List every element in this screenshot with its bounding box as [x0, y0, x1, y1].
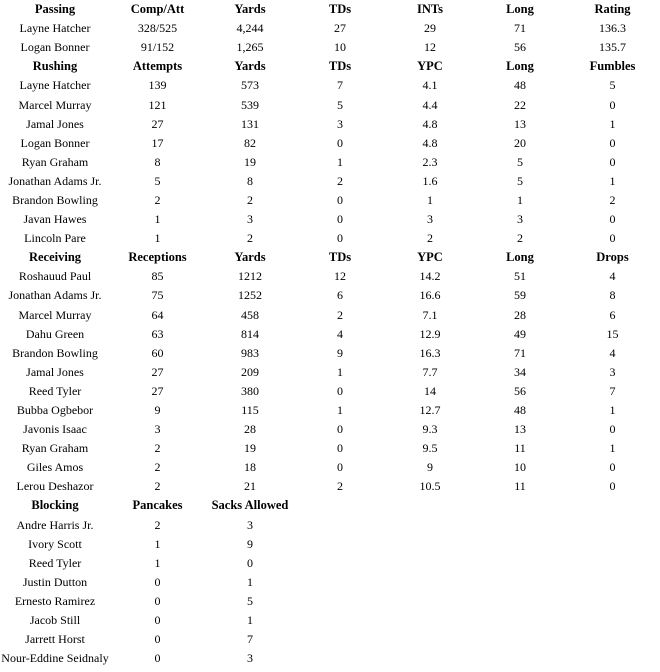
receiving-row — [0, 306, 660, 325]
receiving-stat-cell: 4 — [609, 269, 616, 284]
blocking-stat-cell — [565, 554, 660, 573]
rushing-stat-cell: 3 — [337, 116, 343, 131]
blocking-player-name: Jacob Still — [29, 613, 81, 628]
passing-header-row — [0, 0, 660, 19]
blocking-stat-cell — [475, 516, 565, 535]
blocking-row — [0, 649, 660, 668]
receiving-stat-cell: 7.7 — [422, 364, 438, 379]
blocking-stat-cell — [565, 592, 660, 611]
receiving-stat-cell: 9.5 — [422, 441, 438, 456]
receiving-header-cell: TDs — [328, 250, 352, 265]
rushing-stat-cell: 48 — [514, 78, 526, 93]
receiving-stat-cell: 3 — [154, 422, 161, 437]
receiving-player-name: Dahu Green — [25, 326, 85, 341]
receiving-player-name: Javonis Isaac — [23, 422, 87, 437]
receiving-stat-cell: 28 — [514, 307, 526, 322]
rushing-stat-cell: 8 — [154, 154, 161, 169]
rushing-stat-cell: 3 — [247, 212, 253, 227]
rushing-stat-cell: 0 — [609, 231, 616, 246]
receiving-stat-cell: 3 — [609, 364, 616, 379]
rushing-header-cell: Yards — [234, 59, 266, 74]
passing-stat-cell: 56 — [514, 40, 526, 55]
passing-header-cell: Passing — [34, 2, 76, 17]
blocking-header-cell — [385, 496, 475, 515]
rushing-stat-cell: 1 — [154, 212, 161, 227]
passing-header-cell: Comp/Att — [130, 2, 185, 17]
blocking-stat-cell: 3 — [247, 517, 253, 532]
receiving-stat-cell: 814 — [241, 326, 259, 341]
rushing-player-name: Jamal Jones — [26, 116, 84, 131]
rushing-stat-cell: 3 — [427, 212, 433, 227]
receiving-stat-cell: 7.1 — [422, 307, 438, 322]
blocking-stat-cell — [295, 630, 385, 649]
receiving-stat-cell: 48 — [514, 403, 526, 418]
receiving-stat-cell: 6 — [337, 288, 343, 303]
rushing-stat-cell: 2 — [247, 231, 253, 246]
rushing-stat-cell: 4.4 — [422, 97, 438, 112]
receiving-player-name: Giles Amos — [26, 460, 84, 475]
blocking-row — [0, 516, 660, 535]
blocking-header-cell — [475, 496, 565, 515]
passing-stat-cell: 10 — [334, 40, 346, 55]
passing-stat-cell: 29 — [424, 21, 436, 36]
rushing-row — [0, 153, 660, 172]
blocking-row — [0, 630, 660, 649]
passing-header-cell: Long — [506, 2, 534, 17]
rushing-stat-cell: 121 — [148, 97, 167, 112]
receiving-stat-cell: 0 — [337, 460, 343, 475]
blocking-stat-cell — [475, 592, 565, 611]
receiving-stat-cell: 380 — [241, 383, 259, 398]
receiving-stat-cell: 1 — [337, 403, 343, 418]
rushing-stat-cell: 2 — [609, 192, 616, 207]
passing-stat-cell: 12 — [424, 40, 436, 55]
receiving-row — [0, 420, 660, 439]
blocking-stat-cell: 5 — [247, 593, 253, 608]
rushing-row — [0, 191, 660, 210]
receiving-stat-cell: 14 — [424, 383, 436, 398]
blocking-player-name: Justin Dutton — [22, 574, 88, 589]
rushing-stat-cell: 0 — [609, 97, 616, 112]
rushing-player-name: Marcel Murray — [18, 97, 92, 112]
receiving-row — [0, 382, 660, 401]
receiving-player-name: Brandon Bowling — [12, 345, 98, 360]
rushing-stat-cell: 0 — [609, 154, 616, 169]
blocking-player-name: Jarrett Horst — [25, 632, 85, 647]
blocking-player-name: Ernesto Ramirez — [14, 593, 96, 608]
rushing-stat-cell: 0 — [609, 135, 616, 150]
receiving-stat-cell: 12 — [334, 269, 346, 284]
receiving-header-cell: Drops — [596, 250, 629, 265]
passing-stat-cell: 91/152 — [140, 40, 175, 55]
rushing-row — [0, 172, 660, 191]
blocking-stat-cell — [565, 516, 660, 535]
blocking-stat-cell: 1 — [154, 555, 161, 570]
receiving-header-cell: Receptions — [128, 250, 187, 265]
rushing-stat-cell: 82 — [244, 135, 256, 150]
passing-stat-cell: 135.7 — [599, 40, 626, 55]
blocking-stat-cell: 0 — [154, 613, 161, 628]
receiving-row — [0, 325, 660, 344]
receiving-row — [0, 267, 660, 286]
rushing-player-name: Layne Hatcher — [19, 78, 91, 93]
blocking-stat-cell — [385, 516, 475, 535]
receiving-player-name: Reed Tyler — [28, 383, 82, 398]
rushing-header-cell: TDs — [328, 59, 352, 74]
rushing-stat-cell: 1 — [609, 116, 616, 131]
blocking-header-row — [0, 496, 660, 515]
blocking-header-cell: Pancakes — [132, 498, 183, 513]
rushing-row — [0, 76, 660, 95]
blocking-stat-cell — [385, 554, 475, 573]
rushing-stat-cell: 2 — [517, 231, 523, 246]
receiving-stat-cell: 18 — [244, 460, 256, 475]
blocking-stat-cell — [295, 516, 385, 535]
receiving-player-name: Marcel Murray — [18, 307, 92, 322]
receiving-stat-cell: 7 — [609, 383, 616, 398]
receiving-stat-cell: 34 — [514, 364, 526, 379]
rushing-stat-cell: 1 — [517, 192, 523, 207]
rushing-header-cell: Rushing — [32, 59, 78, 74]
blocking-stat-cell: 9 — [247, 536, 253, 551]
blocking-stat-cell — [385, 630, 475, 649]
rushing-stat-cell: 2 — [247, 192, 253, 207]
receiving-header-row — [0, 248, 660, 267]
passing-stat-cell: 328/525 — [137, 21, 178, 36]
blocking-player-name: Andre Harris Jr. — [16, 517, 94, 532]
receiving-header-cell: Receiving — [28, 250, 82, 265]
rushing-stat-cell: 2 — [337, 173, 343, 188]
rushing-stat-cell: 573 — [241, 78, 259, 93]
receiving-row — [0, 401, 660, 420]
passing-stat-cell: 27 — [334, 21, 346, 36]
blocking-header-cell — [565, 496, 660, 515]
rushing-stat-cell: 2 — [427, 231, 433, 246]
receiving-player-name: Jamal Jones — [26, 364, 84, 379]
receiving-stat-cell: 2 — [337, 307, 343, 322]
receiving-row — [0, 439, 660, 458]
blocking-row — [0, 592, 660, 611]
blocking-stat-cell — [295, 573, 385, 592]
receiving-stat-cell: 0 — [609, 479, 616, 494]
rushing-stat-cell: 5 — [517, 173, 523, 188]
rushing-header-cell: Long — [506, 59, 534, 74]
rushing-stat-cell: 4.8 — [422, 135, 438, 150]
receiving-stat-cell: 12.7 — [419, 403, 441, 418]
rushing-stat-cell: 539 — [241, 97, 259, 112]
blocking-stat-cell: 1 — [247, 613, 253, 628]
receiving-stat-cell: 0 — [337, 422, 343, 437]
receiving-header-cell: YPC — [417, 250, 443, 265]
blocking-row — [0, 554, 660, 573]
receiving-stat-cell: 9.3 — [422, 422, 438, 437]
rushing-stat-cell: 1 — [609, 173, 616, 188]
receiving-row — [0, 286, 660, 305]
rushing-stat-cell: 3 — [517, 212, 523, 227]
receiving-stat-cell: 75 — [151, 288, 164, 303]
receiving-stat-cell: 1212 — [238, 269, 262, 284]
blocking-stat-cell — [475, 535, 565, 554]
receiving-stat-cell: 0 — [609, 460, 616, 475]
receiving-stat-cell: 27 — [151, 383, 164, 398]
blocking-stat-cell: 0 — [154, 651, 161, 666]
rushing-stat-cell: 1.6 — [422, 173, 438, 188]
rushing-header-cell: Attempts — [132, 59, 183, 74]
rushing-stat-cell: 131 — [241, 116, 259, 131]
receiving-stat-cell: 11 — [514, 479, 526, 494]
rushing-stat-cell: 0 — [337, 231, 343, 246]
rushing-header-cell: YPC — [417, 59, 443, 74]
receiving-stat-cell: 13 — [514, 422, 526, 437]
blocking-stat-cell — [565, 573, 660, 592]
blocking-stat-cell — [295, 554, 385, 573]
receiving-player-name: Bubba Ogbebor — [16, 403, 94, 418]
receiving-stat-cell: 85 — [151, 269, 164, 284]
rushing-stat-cell: 0 — [337, 192, 343, 207]
receiving-player-name: Jonathan Adams Jr. — [8, 288, 102, 303]
receiving-stat-cell: 12.9 — [419, 326, 441, 341]
receiving-stat-cell: 0 — [337, 383, 343, 398]
rushing-stat-cell: 1 — [154, 231, 161, 246]
blocking-stat-cell — [475, 611, 565, 630]
rushing-stat-cell: 2.3 — [422, 154, 438, 169]
blocking-stat-cell — [295, 535, 385, 554]
rushing-stat-cell: 13 — [514, 116, 526, 131]
receiving-stat-cell: 0 — [337, 441, 343, 456]
blocking-stat-cell — [475, 630, 565, 649]
blocking-stat-cell: 0 — [154, 574, 161, 589]
blocking-row — [0, 573, 660, 592]
blocking-stat-cell — [565, 630, 660, 649]
receiving-row — [0, 458, 660, 477]
passing-stat-cell: 136.3 — [599, 21, 626, 36]
rushing-row — [0, 115, 660, 134]
receiving-stat-cell: 16.3 — [419, 345, 441, 360]
rushing-player-name: Jonathan Adams Jr. — [8, 173, 102, 188]
receiving-stat-cell: 1252 — [238, 288, 262, 303]
passing-header-cell: INTs — [417, 2, 443, 17]
receiving-player-name: Ryan Graham — [21, 441, 89, 456]
rushing-stat-cell: 5 — [154, 173, 161, 188]
blocking-stat-cell — [565, 611, 660, 630]
rushing-stat-cell: 4.8 — [422, 116, 438, 131]
blocking-row — [0, 611, 660, 630]
blocking-stat-cell: 0 — [247, 555, 253, 570]
rushing-stat-cell: 5 — [609, 78, 616, 93]
receiving-stat-cell: 9 — [337, 345, 343, 360]
receiving-stat-cell: 51 — [514, 269, 526, 284]
rushing-header-row — [0, 57, 660, 76]
blocking-stat-cell: 3 — [247, 651, 253, 666]
rushing-stat-cell: 0 — [337, 212, 343, 227]
rushing-stat-cell: 0 — [337, 135, 343, 150]
blocking-stat-cell: 0 — [154, 632, 161, 647]
receiving-stat-cell: 16.6 — [419, 288, 441, 303]
rushing-player-name: Ryan Graham — [21, 154, 89, 169]
receiving-stat-cell: 64 — [151, 307, 164, 322]
receiving-stat-cell: 983 — [241, 345, 259, 360]
blocking-stat-cell: 2 — [154, 517, 161, 532]
passing-header-cell: Rating — [594, 2, 631, 17]
receiving-stat-cell: 2 — [154, 441, 161, 456]
receiving-stat-cell: 10.5 — [419, 479, 441, 494]
rushing-player-name: Brandon Bowling — [12, 192, 98, 207]
receiving-stat-cell: 11 — [514, 441, 526, 456]
receiving-row — [0, 344, 660, 363]
receiving-stat-cell: 8 — [609, 288, 616, 303]
rushing-player-name: Lincoln Pare — [24, 231, 86, 246]
blocking-stat-cell — [295, 592, 385, 611]
passing-stat-cell: 1,265 — [236, 40, 264, 55]
receiving-stat-cell: 1 — [609, 441, 616, 456]
receiving-stat-cell: 21 — [244, 479, 256, 494]
rushing-stat-cell: 5 — [337, 97, 343, 112]
passing-player-name: Layne Hatcher — [19, 21, 91, 36]
blocking-header-cell: Blocking — [31, 498, 79, 513]
receiving-stat-cell: 115 — [241, 403, 259, 418]
receiving-header-cell: Long — [506, 250, 534, 265]
receiving-stat-cell: 27 — [151, 364, 164, 379]
receiving-stat-cell: 63 — [151, 326, 164, 341]
receiving-stat-cell: 6 — [609, 307, 616, 322]
passing-header-cell: Yards — [234, 2, 266, 17]
rushing-stat-cell: 4.1 — [422, 78, 438, 93]
blocking-stat-cell: 1 — [247, 574, 253, 589]
passing-header-cell: TDs — [328, 2, 352, 17]
blocking-stat-cell — [565, 649, 660, 668]
receiving-header-cell: Yards — [234, 250, 266, 265]
blocking-player-name: Ivory Scott — [28, 536, 82, 551]
blocking-row — [0, 535, 660, 554]
rushing-stat-cell: 139 — [148, 78, 167, 93]
blocking-stat-cell: 7 — [247, 632, 253, 647]
blocking-stat-cell — [475, 573, 565, 592]
receiving-stat-cell: 458 — [241, 307, 259, 322]
receiving-stat-cell: 1 — [337, 364, 343, 379]
receiving-stat-cell: 19 — [244, 441, 256, 456]
passing-row — [0, 38, 660, 57]
receiving-player-name: Roshauud Paul — [18, 269, 92, 284]
receiving-stat-cell: 28 — [244, 422, 256, 437]
blocking-player-name: Reed Tyler — [28, 555, 82, 570]
receiving-stat-cell: 15 — [606, 326, 619, 341]
passing-player-name: Logan Bonner — [20, 40, 90, 55]
receiving-stat-cell: 71 — [514, 345, 526, 360]
rushing-stat-cell: 19 — [244, 154, 256, 169]
rushing-row — [0, 134, 660, 153]
rushing-stat-cell: 17 — [151, 135, 164, 150]
blocking-stat-cell — [385, 573, 475, 592]
passing-stat-cell: 71 — [514, 21, 526, 36]
blocking-stat-cell — [475, 554, 565, 573]
blocking-stat-cell — [475, 649, 565, 668]
rushing-stat-cell: 22 — [514, 97, 526, 112]
rushing-stat-cell: 2 — [154, 192, 161, 207]
blocking-stat-cell — [385, 592, 475, 611]
rushing-row — [0, 210, 660, 229]
receiving-row — [0, 477, 660, 496]
blocking-stat-cell — [295, 649, 385, 668]
rushing-stat-cell: 27 — [151, 116, 164, 131]
receiving-stat-cell: 56 — [514, 383, 526, 398]
rushing-stat-cell: 5 — [517, 154, 523, 169]
receiving-stat-cell: 10 — [514, 460, 526, 475]
blocking-player-name: Nour-Eddine Seidnaly — [1, 651, 109, 666]
blocking-stat-cell — [565, 535, 660, 554]
blocking-stat-cell: 0 — [154, 593, 161, 608]
rushing-row — [0, 229, 660, 248]
rushing-row — [0, 95, 660, 114]
blocking-stat-cell — [295, 611, 385, 630]
rushing-stat-cell: 20 — [514, 135, 526, 150]
rushing-header-cell: Fumbles — [589, 59, 636, 74]
rushing-player-name: Logan Bonner — [20, 135, 90, 150]
receiving-stat-cell: 14.2 — [419, 269, 441, 284]
rushing-player-name: Javan Hawes — [23, 212, 87, 227]
blocking-stat-cell: 1 — [154, 536, 161, 551]
blocking-stat-cell — [385, 611, 475, 630]
receiving-stat-cell: 49 — [514, 326, 526, 341]
rushing-stat-cell: 1 — [337, 154, 343, 169]
receiving-player-name: Lerou Deshazor — [16, 479, 94, 494]
rushing-stat-cell: 8 — [247, 173, 253, 188]
receiving-stat-cell: 2 — [154, 460, 161, 475]
blocking-stat-cell — [385, 535, 475, 554]
rushing-stat-cell: 7 — [337, 78, 343, 93]
blocking-header-cell: Sacks Allowed — [211, 498, 289, 513]
passing-stat-cell: 4,244 — [236, 21, 264, 36]
receiving-stat-cell: 2 — [154, 479, 161, 494]
receiving-stat-cell: 9 — [427, 460, 433, 475]
receiving-stat-cell: 0 — [609, 422, 616, 437]
blocking-header-cell — [295, 496, 385, 515]
receiving-row — [0, 363, 660, 382]
receiving-stat-cell: 2 — [337, 479, 343, 494]
receiving-stat-cell: 209 — [241, 364, 259, 379]
receiving-stat-cell: 4 — [609, 345, 616, 360]
receiving-stat-cell: 59 — [514, 288, 526, 303]
passing-row — [0, 19, 660, 38]
receiving-stat-cell: 1 — [609, 403, 616, 418]
rushing-stat-cell: 1 — [427, 192, 433, 207]
receiving-stat-cell: 9 — [154, 403, 161, 418]
receiving-stat-cell: 4 — [337, 326, 343, 341]
blocking-stat-cell — [385, 649, 475, 668]
receiving-stat-cell: 60 — [151, 345, 164, 360]
rushing-stat-cell: 0 — [609, 212, 616, 227]
